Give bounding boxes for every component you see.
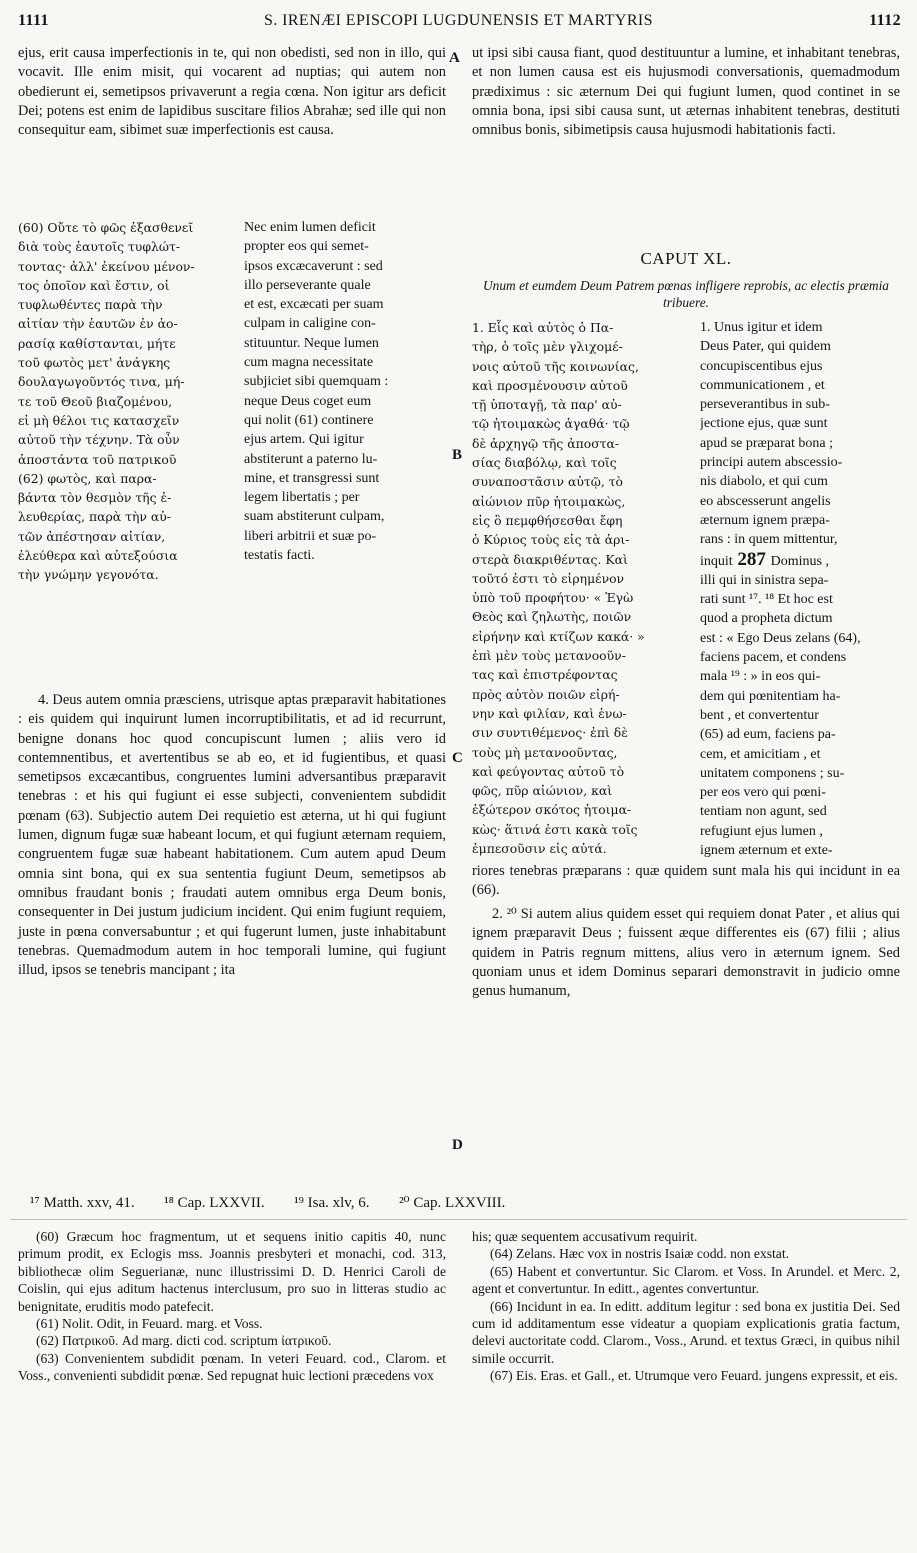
margin-letter-c: C	[452, 750, 463, 766]
latin-line: (65) ad eum, faciens pa-	[700, 727, 836, 743]
greek-line: ὁ Κύριος τοὺς εἰς τὰ ἀρι-	[472, 532, 630, 548]
greek-line: τῇ ὑποταγῇ, τὰ παρ' αὐ-	[472, 397, 622, 413]
greek-line: τοὺς μὴ μετανοοῦντας,	[472, 744, 618, 760]
latin-line: faciens pacem, et condens	[700, 650, 847, 666]
section-4-text: 4. Deus autem omnia præsciens, utrisque aptas præparavit habitationes : eis quidem qui inquirunt lumen incorruptibilitatis, et ad id recurrunt, benigne donans hoc quod concupiscunt lumen ; aliis vero id contemnentibus, et avertentibus se ab eo, et id fugientibus, et quasi semetipsos excæcantibus, congruentes lumini adversantibus præparavit tenebras : et his qui fugiunt ei esse subjecti, convenientem subdidit pœnam (63). Subjectio autem Dei requietio est æterna, ut hi qui fugiunt lumen, dignum fugæ suæ habeant locum, et qui fugiunt æternam requiem, congruentem fugæ suæ habeant habitationem. Cum autem apud Deum omnia sint bona, qui ex sua sententia fugiunt Deum, semetipsos ab omnibus fraudant bonis ; fraudati autem omnibus erga Deum bonis, consequenter in Dei justum judicium incident. Qui enim fugiunt requiem, juste in pœna conversabuntur ; et qui fugerunt lumen, juste inhabitabunt tenebras. Quemadmodum autem in hoc temporali lumine, qui fugiunt illud, ipsos se tenebris mancipant ; ita	[18, 692, 446, 979]
greek-line: εἰς ὃ πεμφθήσεσθαι ἔφη	[472, 512, 623, 528]
latin-line: dem qui pœnitentiam ha-	[700, 688, 841, 704]
footnote-67: (67) Eis. Eras. et Gall., et. Utrumque vero Feuard. jungens expressit, et eis.	[490, 1368, 898, 1384]
latin-line: rans : in quem mittentur,	[700, 532, 838, 548]
reference-4: ²⁰ Cap. LXXVIII.	[399, 1195, 506, 1211]
greek-line: σιν συντιθέμενος· ἐπὶ δὲ	[472, 725, 628, 741]
latin-line: per eos vero qui pœni-	[700, 785, 826, 801]
greek-line: ἐμπεσοῦσιν εἰς αὐτά.	[472, 841, 607, 857]
latin-line: cem, et amicitiam , et	[700, 746, 821, 762]
margin-letter-b: B	[452, 447, 463, 463]
latin-line: perseverantibus in sub-	[700, 397, 830, 413]
margin-letter-d: D	[452, 1137, 463, 1153]
margin-letter-a: A	[449, 50, 460, 66]
latin-line: apud se præparat bona ;	[700, 435, 833, 451]
latin-line: culpam in caligine con-	[244, 316, 376, 332]
footnotes-left	[18, 1228, 446, 1385]
latin-line: propter eos qui semet-	[244, 239, 369, 255]
greek-line: εἰ μὴ θέλοι τις κατασχεῖν	[18, 412, 180, 428]
greek-line: ἐπὶ μὲν τοὺς μετανοοῦν-	[472, 648, 626, 664]
greek-line: ἀποστάντα τοῦ πατρικοῦ	[18, 451, 177, 467]
latin-line: Nec enim lumen deficit	[244, 220, 376, 235]
reference-2: ¹⁸ Cap. LXXVII.	[164, 1195, 265, 1211]
greek-line: 1. Εἷς καὶ αὐτὸς ὁ Πα-	[472, 320, 614, 335]
latin-line: liberi arbitrii et suæ po-	[244, 528, 377, 544]
latin-line: est : « Ego Deus zelans (64),	[700, 630, 861, 646]
section-2-text: 2. ²⁰ Si autem alius quidem esset qui requiem donat Pater , et alius qui ignem præparavit Deus ; fuissent æque differentes eis (67) filii ; alius quidem in Patris regnum mittens, alius vero in æternum ignem. Sed quoniam unus et idem Dominus separari demonstravit in judicio omne genus humanum,	[472, 906, 900, 1000]
greek-line: συναποστᾶσιν αὐτῷ, τὸ	[472, 474, 624, 490]
footnote-60: (60) Græcum hoc fragmentum, ut et sequens initio capitis 40, nunc primum prodit, ex Eclogis mss. Joannis presbyteri et monachi, cod. 313, bibliothecæ olim Seguerianæ, nunc illustrissimi D. D. Henrici Caroli de Coislin, qui ejus aditum hactenus interclusum, pro suo in litteras studio ac benignitate, eruditis modo patefecit.	[18, 1229, 446, 1314]
latin-line: unitatem componens ; su-	[700, 765, 845, 781]
latin-line: qui nolit (61) continere	[244, 412, 374, 428]
latin-line: bent , et convertentur	[700, 707, 819, 723]
latin-line: concupiscentibus ejus	[700, 358, 823, 374]
footnote-64: (64) Zelans. Hæc vox in nostris Isaiæ codd. non exstat.	[490, 1246, 790, 1262]
greek-line: αἰτίαν τὴν ἑαυτῶν ἐν ἀο-	[18, 316, 178, 332]
right-greek-column	[472, 318, 694, 858]
greek-line: τοντας· ἀλλ' ἐκείνου μένον-	[18, 258, 195, 274]
latin-line: mine, et transgressi sunt	[244, 470, 380, 486]
greek-line: τοῦ φωτὸς μετ' ἀνάγκης	[18, 355, 171, 371]
latin-line: æternum ignem præpa-	[700, 512, 830, 528]
greek-line: τος ὁποῖον καὶ ἔστιν, οἱ	[18, 277, 170, 293]
greek-line: τε τοῦ Θεοῦ βιαζομένου,	[18, 393, 173, 409]
latin-line: cum magna necessitate	[244, 355, 374, 371]
greek-line: τὴρ, ὁ τοῖς μὲν γλιχομέ-	[472, 339, 623, 355]
scripture-references	[30, 1193, 890, 1212]
latin-line: quod a propheta dictum	[700, 611, 833, 627]
footnote-65: (65) Habent et convertuntur. Sic Clarom. et Voss. In Arundel. et Merc. 2, agent et convertuntur. In editt., agentes convertuntur.	[472, 1263, 900, 1297]
left-greek-column	[18, 218, 236, 585]
greek-line: ἐλεύθερα καὶ αὐτεξούσια	[18, 548, 178, 564]
greek-line: (60) Οὔτε τὸ φῶς ἐξασθενεῖ	[18, 220, 194, 235]
reference-1: ¹⁷ Matth. xxv, 41.	[30, 1195, 135, 1211]
latin-line: ejus artem. Qui igitur	[244, 432, 364, 448]
latin-line: illo perseverante quale	[244, 277, 371, 293]
chapter-argument: Unum et eumdem Deum Patrem pœnas infligere reprobis, ac electis præmia tribuere.	[483, 278, 889, 310]
greek-line: ἐξώτερον σκότος ἡτοιμα-	[472, 802, 632, 818]
greek-line: αὐτοῦ τὴν τέχνην. Τὰ οὖν	[18, 432, 180, 448]
greek-line: κὼς· ἅτινά ἐστι κακὰ τοῖς	[472, 821, 638, 837]
latin-line: communicationem , et	[700, 377, 825, 393]
greek-line: σίας διαβόλῳ, καὶ τοῖς	[472, 455, 617, 471]
latin-line: refugiunt ejus lumen ,	[700, 823, 823, 839]
greek-line: ὑπὸ τοῦ προφήτου· « Ἐγὼ	[472, 590, 634, 606]
latin-line: neque Deus coget eum	[244, 393, 372, 409]
latin-line: testatis facti.	[244, 548, 315, 564]
text-fragment: inquit	[700, 553, 733, 569]
right-section-2	[472, 905, 900, 1001]
text-fragment: Dominus ,	[770, 553, 830, 569]
page-header	[10, 4, 907, 36]
right-top-paragraph	[472, 44, 900, 140]
greek-line: βάντα τὸν θεσμὸν τῆς ἐ-	[18, 490, 172, 506]
left-top-text: ejus, erit causa imperfectionis in te, qui non obedisti, sed non in illo, qui vocavit. Ille enim misit, qui vocarent ad nuptias; qui autem non obedierunt ei, semetipsos privaverunt a regia cœna. Non igitur ars deficit Dei; potens est enim de lapidibus suscitare filios Abrahæ; sed ille qui non consequitur eam, sibimet suæ imperfectionis est causa.	[18, 45, 446, 139]
greek-line: Θεὸς καὶ ζηλωτὴς, ποιῶν	[472, 609, 632, 625]
footnote-63-cont: his; quæ sequentem accusativum requirit.	[472, 1229, 698, 1244]
latin-line	[700, 550, 900, 571]
latin-line: suam abstiterunt culpam,	[244, 509, 385, 525]
greek-line: λευθερίας, παρὰ τὴν αὐ-	[18, 509, 171, 525]
greek-line: ρασίᾳ καθίστανται, μήτε	[18, 335, 176, 351]
greek-line: αἰώνιον πῦρ ἡτοιμακὼς,	[472, 493, 626, 509]
footnotes-right	[472, 1228, 900, 1385]
greek-line: (62) φωτὸς, καὶ παρα-	[18, 470, 157, 486]
page-number-left: 1111	[18, 12, 49, 29]
latin-line: tentiam non agunt, sed	[700, 804, 827, 820]
running-title: S. IRENÆI EPISCOPI LUGDUNENSIS ET MARTYRIS	[264, 12, 653, 29]
reference-3: ¹⁹ Isa. xlv, 6.	[294, 1195, 370, 1211]
latin-line: et est, excæcati per suam	[244, 297, 384, 313]
latin-line: nis diabolo, et qui cum	[700, 474, 828, 490]
latin-line: principi autem abscessio-	[700, 455, 843, 471]
latin-line: jectione ejus, quæ sunt	[700, 416, 828, 432]
greek-line: στερὰ διακριθέντας. Καὶ	[472, 551, 628, 567]
latin-line: mala ¹⁹ : » in eos qui-	[700, 669, 821, 685]
footnote-61: (61) Nolit. Odit, in Feuard. marg. et Voss.	[36, 1316, 263, 1332]
greek-line: τῷ ἡτοιμακὼς ἀγαθά· τῷ	[472, 416, 630, 432]
greek-line: φῶς, πῦρ αἰώνιον, καὶ	[472, 783, 613, 799]
footnote-divider	[10, 1219, 907, 1220]
continuation-text: riores tenebras præparans : quæ quidem sunt mala his qui incidunt in ea (66).	[472, 863, 900, 899]
latin-line: illi qui in sinistra sepa-	[700, 572, 829, 588]
greek-line: τας καὶ ἐπιστρέφοντας	[472, 667, 618, 683]
right-continuation	[472, 862, 900, 901]
greek-line: δουλαγωγοῦντός τινα, μή-	[18, 374, 185, 390]
latin-line: subjiciet sibi quemquam :	[244, 374, 389, 390]
greek-line: τοῦτό ἐστι τὸ εἰρημένον	[472, 570, 625, 586]
latin-line: ipsos excæcaverunt : sed	[244, 258, 383, 274]
latin-line: Deus Pater, qui quidem	[700, 339, 831, 355]
greek-line: καὶ προσμένουσιν αὐτοῦ	[472, 377, 628, 393]
greek-line: πρὸς αὐτὸν ποιῶν εἰρή-	[472, 686, 620, 702]
greek-line: τῶν ἀπέστησαν αἰτίαν,	[18, 528, 166, 544]
greek-line: νην καὶ φιλίαν, καὶ ἑνω-	[472, 705, 627, 721]
greek-line: διὰ τοὺς ἑαυτοῖς τυφλώτ-	[18, 239, 181, 255]
latin-line: rati sunt ¹⁷. ¹⁸ Et hoc est	[700, 592, 833, 608]
page-number-right: 1112	[869, 12, 901, 29]
greek-line: τυφλωθέντες παρὰ τὴν	[18, 297, 163, 313]
footnote-62: (62) Πατρικοῦ. Ad marg. dicti cod. scriptum ἰατρικοῦ.	[36, 1333, 332, 1349]
footnote-66: (66) Incidunt in ea. In editt. additum legitur : sed bona ex justitia Dei. Sed cum id additamentum esse videatur a quopiam explicationis gratia factum, delevi auctoritate codd. Clarom., Voss., Arund. et textus Græci, in quibus nihil simile occurrit.	[472, 1298, 900, 1366]
greek-line: καὶ φεύγοντας αὐτοῦ τὸ	[472, 763, 625, 779]
latin-line: ignem æternum et exte-	[700, 843, 833, 859]
greek-line: δὲ ἀρχηγῷ τῆς ἀποστα-	[472, 435, 620, 451]
left-latin-column	[244, 218, 444, 565]
right-latin-column	[700, 318, 900, 860]
chapter-heading: CAPUT XL.	[640, 249, 732, 268]
left-section-4	[18, 691, 446, 980]
latin-line: 1. Unus igitur et idem	[700, 320, 823, 335]
left-top-paragraph	[18, 44, 446, 140]
greek-line: τὴν γνώμην γεγονότα.	[18, 567, 159, 583]
greek-line: νοις αὐτοῦ τῆς κοινωνίας,	[472, 358, 639, 374]
latin-line: abstiterunt a paterno lu-	[244, 451, 378, 467]
footnote-63: (63) Convenientem subdidit pœnam. In veteri Feuard. cod., Clarom. et Voss., convenienti subdidit pœnæ. Sed repugnat huic lectioni præcedens vox	[18, 1350, 446, 1384]
column-number-287: 287	[732, 549, 771, 570]
latin-line: stituuntur. Neque lumen	[244, 335, 379, 351]
latin-line: eo abscesserunt angelis	[700, 493, 831, 509]
greek-line: εἰρήνην καὶ κτίζων κακά· »	[472, 628, 645, 644]
latin-line: legem libertatis ; per	[244, 490, 360, 506]
right-top-text: ut ipsi sibi causa fiant, quod destituuntur a lumine, et inhabitant tenebras, et non lumen causa est eis hujusmodi conversationis, quemadmodum prædiximus : sic æternum Dei qui fugiunt lumen, quod continet in se omnia bona, ipsi sibi causa sunt, ut æternas inhabitent tenebras, destituti omnibus bonis, sibimetipsis causa hujusmodi habitationis facti.	[472, 45, 900, 139]
